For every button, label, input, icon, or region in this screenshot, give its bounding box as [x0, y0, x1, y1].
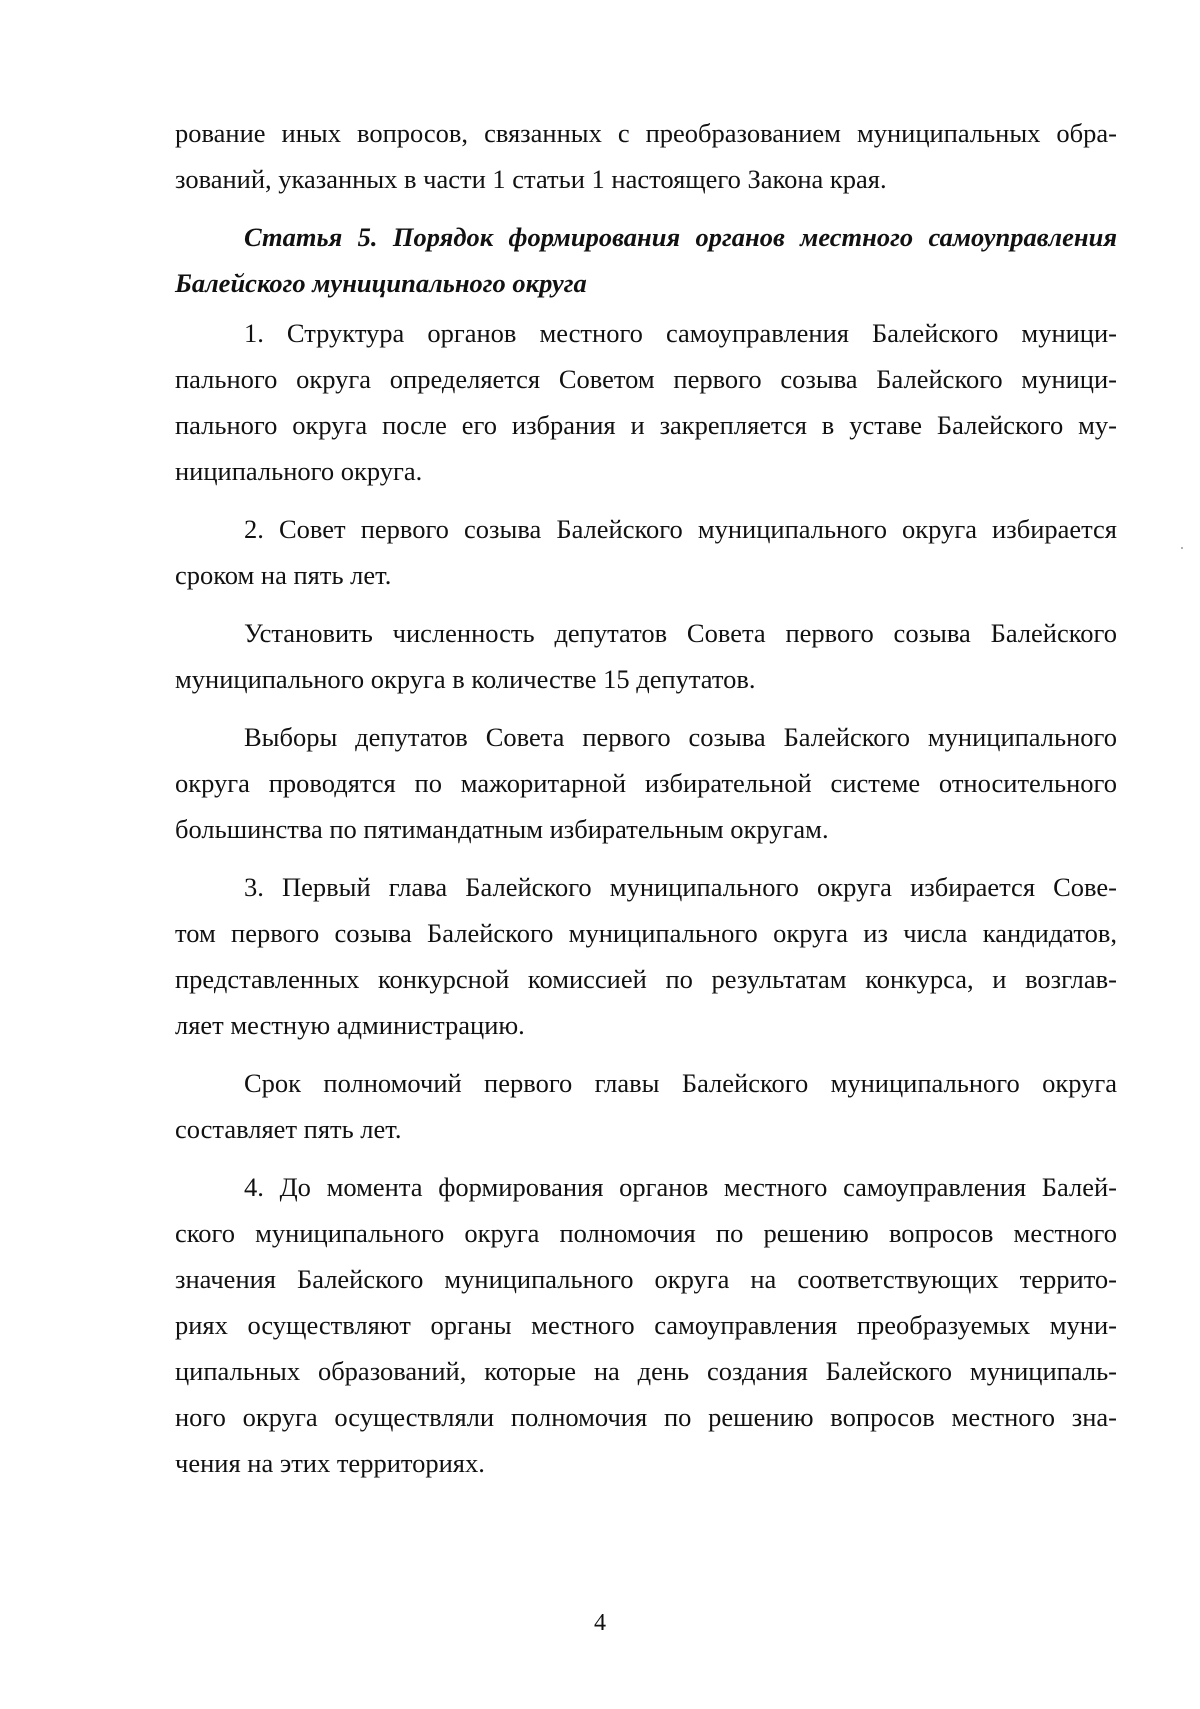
text-line: составляет пять лет.	[175, 1114, 402, 1144]
text-line: ляет местную администрацию.	[175, 1010, 525, 1040]
text-line: значения Балейского муниципального округа на соответствующих террито-	[175, 1264, 1117, 1294]
text-line: 4. До момента формирования органов местного самоуправления Балей-	[244, 1172, 1117, 1202]
text-line: ского муниципального округа полномочия по решению вопросов местного	[175, 1218, 1117, 1248]
text-line: ципальных образований, которые на день создания Балейского муниципаль-	[175, 1356, 1117, 1386]
text-line: муниципального округа в количестве 15 депутатов.	[175, 664, 756, 694]
scan-speck	[1181, 547, 1183, 549]
text-line: рование иных вопросов, связанных с преобразованием муниципальных обра-	[175, 118, 1117, 148]
text-line: Выборы депутатов Совета первого созыва Балейского муниципального	[244, 722, 1117, 752]
text-line: Срок полномочий первого главы Балейского муниципального округа	[244, 1068, 1117, 1098]
paragraph	[175, 1060, 1117, 1152]
text-line: округа проводятся по мажоритарной избирательной системе относительного	[175, 768, 1117, 798]
text-line: представленных конкурсной комиссией по результатам конкурса, и возглав-	[175, 964, 1117, 994]
text-line: Установить численность депутатов Совета первого созыва Балейского	[244, 618, 1117, 648]
paragraph	[175, 864, 1117, 1048]
article-heading	[175, 214, 1117, 306]
paragraph	[175, 310, 1117, 494]
text-line: 3. Первый глава Балейского муниципального округа избирается Сове-	[244, 872, 1117, 902]
text-line: сроком на пять лет.	[175, 560, 392, 590]
text-line: пального округа определяется Советом первого созыва Балейского муници-	[175, 364, 1117, 394]
text-line: большинства по пятимандатным избирательным округам.	[175, 814, 829, 844]
heading-line: Статья 5. Порядок формирования органов местного самоуправления	[244, 222, 1117, 252]
text-line: 2. Совет первого созыва Балейского муниципального округа избирается	[244, 514, 1117, 544]
document-body	[175, 110, 1117, 1486]
paragraph	[175, 714, 1117, 852]
text-line: зований, указанных в части 1 статьи 1 настоящего Закона края.	[175, 164, 887, 194]
text-line: риях осуществляют органы местного самоуправления преобразуемых муни-	[175, 1310, 1117, 1340]
paragraph	[175, 1164, 1117, 1486]
text-line: том первого созыва Балейского муниципального округа из числа кандидатов,	[175, 918, 1117, 948]
page-number: 4	[594, 1610, 606, 1636]
top-paragraph	[175, 110, 1117, 202]
text-line: 1. Структура органов местного самоуправления Балейского муници-	[244, 318, 1117, 348]
text-line: ниципального округа.	[175, 456, 423, 486]
text-line: пального округа после его избрания и закрепляется в уставе Балейского му-	[175, 410, 1117, 440]
paragraph	[175, 610, 1117, 702]
text-line: чения на этих территориях.	[175, 1448, 485, 1478]
heading-line: Балейского муниципального округа	[175, 268, 587, 298]
text-line: ного округа осуществляли полномочия по решению вопросов местного зна-	[175, 1402, 1117, 1432]
paragraph	[175, 506, 1117, 598]
